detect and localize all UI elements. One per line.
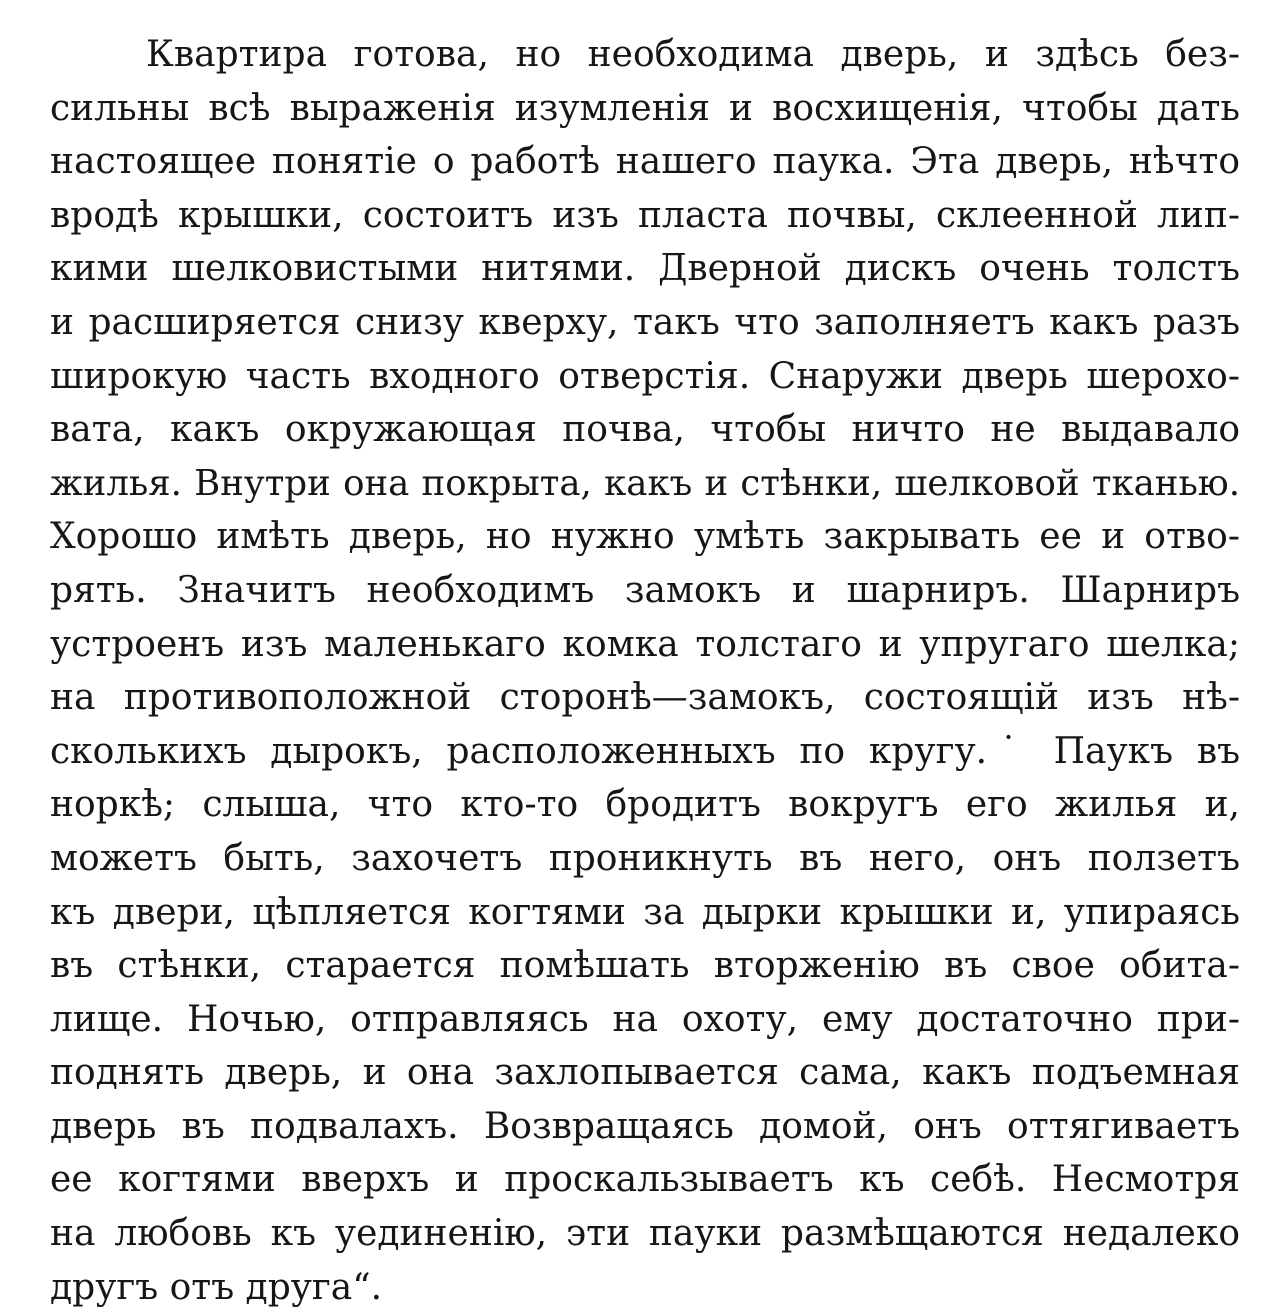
text-line: вата, какъ окружающая почва, чтобы ничто не выдавало (50, 409, 1240, 451)
text-paragraph (50, 28, 1240, 1314)
text-line: ее когтями вверхъ и проскальзываетъ къ себѣ. Несмотря (50, 1159, 1240, 1201)
text-line: широкую часть входного отверстія. Снаружи дверь шерохо- (50, 355, 1240, 397)
text-line: дверь въ подвалахъ. Возвращаясь домой, онъ оттягиваетъ (50, 1105, 1240, 1147)
text-line: поднять дверь, и она захлопывается сама, какъ подъемная (50, 1052, 1240, 1094)
text-line: въ стѣнки, старается помѣшать вторженію въ свое обита- (50, 945, 1240, 987)
text-line: кими шелковистыми нитями. Дверной дискъ очень толстъ (50, 248, 1240, 290)
text-line: сильны всѣ выраженія изумленія и восхищенія, чтобы дать (50, 87, 1240, 129)
text-line: устроенъ изъ маленькаго комка толстаго и упругаго шелка; (50, 623, 1240, 665)
text-line: рять. Значитъ необходимъ замокъ и шарниръ. Шарниръ (50, 569, 1240, 611)
text-line: настоящее понятіе о работѣ нашего паука. Эта дверь, нѣчто (50, 141, 1240, 183)
text-line: жилья. Внутри она покрыта, какъ и стѣнки, шелковой тканью. (50, 462, 1240, 504)
text-line: вродѣ крышки, состоитъ изъ пласта почвы, склеенной лип- (50, 194, 1240, 236)
text-line: и расширяется снизу кверху, такъ что заполняетъ какъ разъ (50, 301, 1240, 343)
text-line: можетъ быть, захочетъ проникнуть въ него, онъ ползетъ (50, 837, 1240, 879)
text-line: другъ отъ друга“. (50, 1266, 383, 1308)
text-line: сколькихъ дырокъ, расположенныхъ по кругу.˙ Паукъ въ (50, 730, 1240, 772)
text-line: на любовь къ уединенію, эти пауки размѣщаются недалеко (50, 1213, 1240, 1255)
text-line: къ двери, цѣпляется когтями за дырки крышки и, упираясь (50, 891, 1240, 933)
text-line: Квартира готова, но необходима дверь, и здѣсь без- (146, 34, 1240, 75)
text-line: лище. Ночью, отправляясь на охоту, ему достаточно при- (50, 998, 1240, 1040)
text-line: Хорошо имѣть дверь, но нужно умѣть закрывать ее и отво- (50, 516, 1240, 558)
text-line: норкѣ; слыша, что кто-то бродитъ вокругъ его жилья и, (50, 784, 1240, 826)
text-line: на противоположной сторонѣ—замокъ, состоящій изъ нѣ- (50, 677, 1240, 719)
